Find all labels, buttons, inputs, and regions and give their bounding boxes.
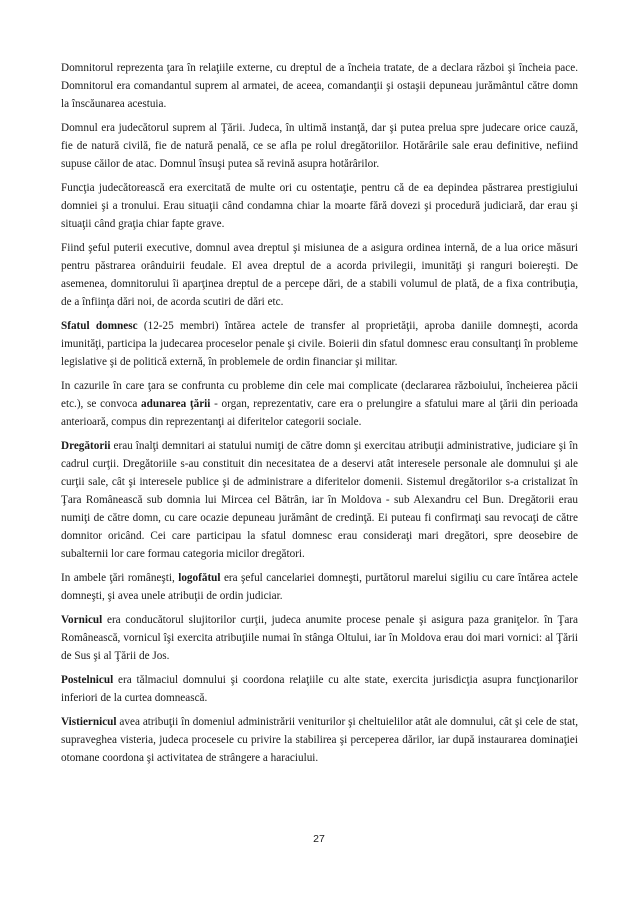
- term-heading: Vornicul: [61, 614, 103, 626]
- paragraph-text: era tălmaciul domnului şi coordona relaţiile cu alte state, exercita jurisdicţia asupra funcţionarilor inferiori de la curtea domnească.: [61, 674, 578, 704]
- paragraph-text: Domnitorul reprezenta ţara în relaţiile externe, cu dreptul de a încheia tratate, de a declara război şi încheia pace. Domnitorul era comandantul suprem al armatei, de aceea, comandanţii şi ostaşii depuneau jurământul către domn la înscăunarea acestuia.: [61, 62, 578, 110]
- term-heading: logofătul: [178, 572, 221, 584]
- paragraph-text: erau înalţi demnitari ai statului numiţi de către domn şi exercitau atribuţii administrative, judiciare şi în cadrul curţii. Dregătoriile s-au constituit din necesitatea de a deservi atât interesele personale ale domnului şi ale curţii sale, cât şi interesele publice şi de administrare a diferitelor domenii. Sistemul dregătorilor s-a cristalizat în Ţara Românească sub domnia lui Mircea cel Bătrân, iar în Moldova - sub Alexandru cel Bun. Dregătorii erau numiţi de către domn, cu care ocazie depuneau jurământ de credinţă. Ei puteau fi confirmaţi sau revocaţi de către domnitor oricând. Cei care participau la sfatul domnesc erau consideraţi mari dregători, spre deosebire de subalternii lor care formau categoria micilor dregători.: [61, 440, 578, 560]
- paragraph-postelnicul: [61, 671, 578, 707]
- paragraph-text-lead: In ambele ţări româneşti,: [61, 572, 179, 584]
- paragraph-domnitor-external-relations: [61, 59, 578, 113]
- paragraph-vistiernicul: [61, 713, 578, 767]
- paragraph-text: Fiind şeful puterii executive, domnul avea dreptul şi misiunea de a asigura ordinea internă, de a lua orice măsuri pentru păstrarea orânduirii feudale. El avea dreptul de a acorda privilegii, imunităţi şi ranguri boiereşti. De asemenea, domnitorului îi aparţinea dreptul de a percepe dări, de a stabili volumul de plată, de a fixa contribuţia, de a înfiinţa dări noi, de acorda scutiri de dări etc.: [61, 242, 578, 308]
- paragraph-dregatorii: [61, 437, 578, 563]
- paragraph-executive-power: [61, 239, 578, 311]
- term-heading: Postelnicul: [61, 674, 114, 686]
- term-heading: adunarea ţării: [141, 398, 211, 410]
- paragraph-vornicul: [61, 611, 578, 665]
- paragraph-sfatul-domnesc: [61, 317, 578, 371]
- paragraph-text-lead: In cazurile în care ţara se confrunta cu probleme din cele mai complicate (declararea războiului, încheierea păcii etc.), se convoca: [61, 380, 578, 410]
- paragraph-text: (12-25 membri) întărea actele de transfer al proprietăţii, aproba daniile domneşti, acorda imunităţi, participa la judecarea proceselor penale şi civile. Boierii din sfatul domnesc erau consultanţi în probleme legislative şi de politică externă, în problemele de ordin financiar şi militar.: [61, 320, 578, 368]
- page-number: 27: [313, 833, 325, 845]
- paragraph-text: Funcţia judecătorească era exercitată de multe ori cu ostentaţie, pentru că de ea depindea păstrarea prestigiului domniei şi a tronului. Erau situaţii când condamna chiar la moarte fără dovezi şi procedură judiciară, dar erau şi situaţii când graţia chiar fapte grave.: [61, 182, 578, 230]
- paragraph-logofatul: [61, 569, 578, 605]
- page-body: [61, 59, 578, 773]
- paragraph-text: avea atribuţii în domeniul administrării veniturilor şi cheltuielilor atât ale domnului, cât şi cele de stat, supraveghea visteria, judeca procesele cu privire la stabilirea şi perceperea dărilor, iar după instaurarea dominaţiei otomane coordona şi activitatea de strângere a haraciului.: [61, 716, 578, 764]
- paragraph-text: era şeful cancelariei domneşti, purtătorul marelui sigiliu cu care întărea actele domneşti, şi avea unele atribuţii de ordin judiciar.: [61, 572, 579, 602]
- paragraph-domn-supreme-judge: [61, 119, 578, 173]
- term-heading: Vistiernicul: [61, 716, 117, 728]
- term-heading: Dregătorii: [61, 440, 111, 452]
- paragraph-text: Domnul era judecătorul suprem al Ţării. Judeca, în ultimă instanţă, dar şi putea prelua spre judecare orice cauză, fie de natură civilă, fie de natură penală, ce se afla pe rolul dregătoriilor. Hotărârile sale erau definitive, nefiind supuse căilor de atac. Domnul însuşi putea să revină asupra hotărârilor.: [61, 122, 578, 170]
- term-heading: Sfatul domnesc: [61, 320, 138, 332]
- paragraph-adunarea-tarii: [61, 377, 578, 431]
- paragraph-text: - organ, reprezentativ, care era o prelungire a sfatului mare al ţării din perioada anterioară, compus din reprezentanţi ai diferitelor categorii sociale.: [61, 398, 578, 428]
- paragraph-judicial-function: [61, 179, 578, 233]
- paragraph-text: era conducătorul slujitorilor curţii, judeca anumite procese penale şi asigura paza graniţelor. în Ţara Românească, vornicul îşi exercita atribuţiile numai în stânga Oltului, iar în Moldova erau doi mari vornici: al Ţării de Sus şi al Ţării de Jos.: [61, 614, 578, 662]
